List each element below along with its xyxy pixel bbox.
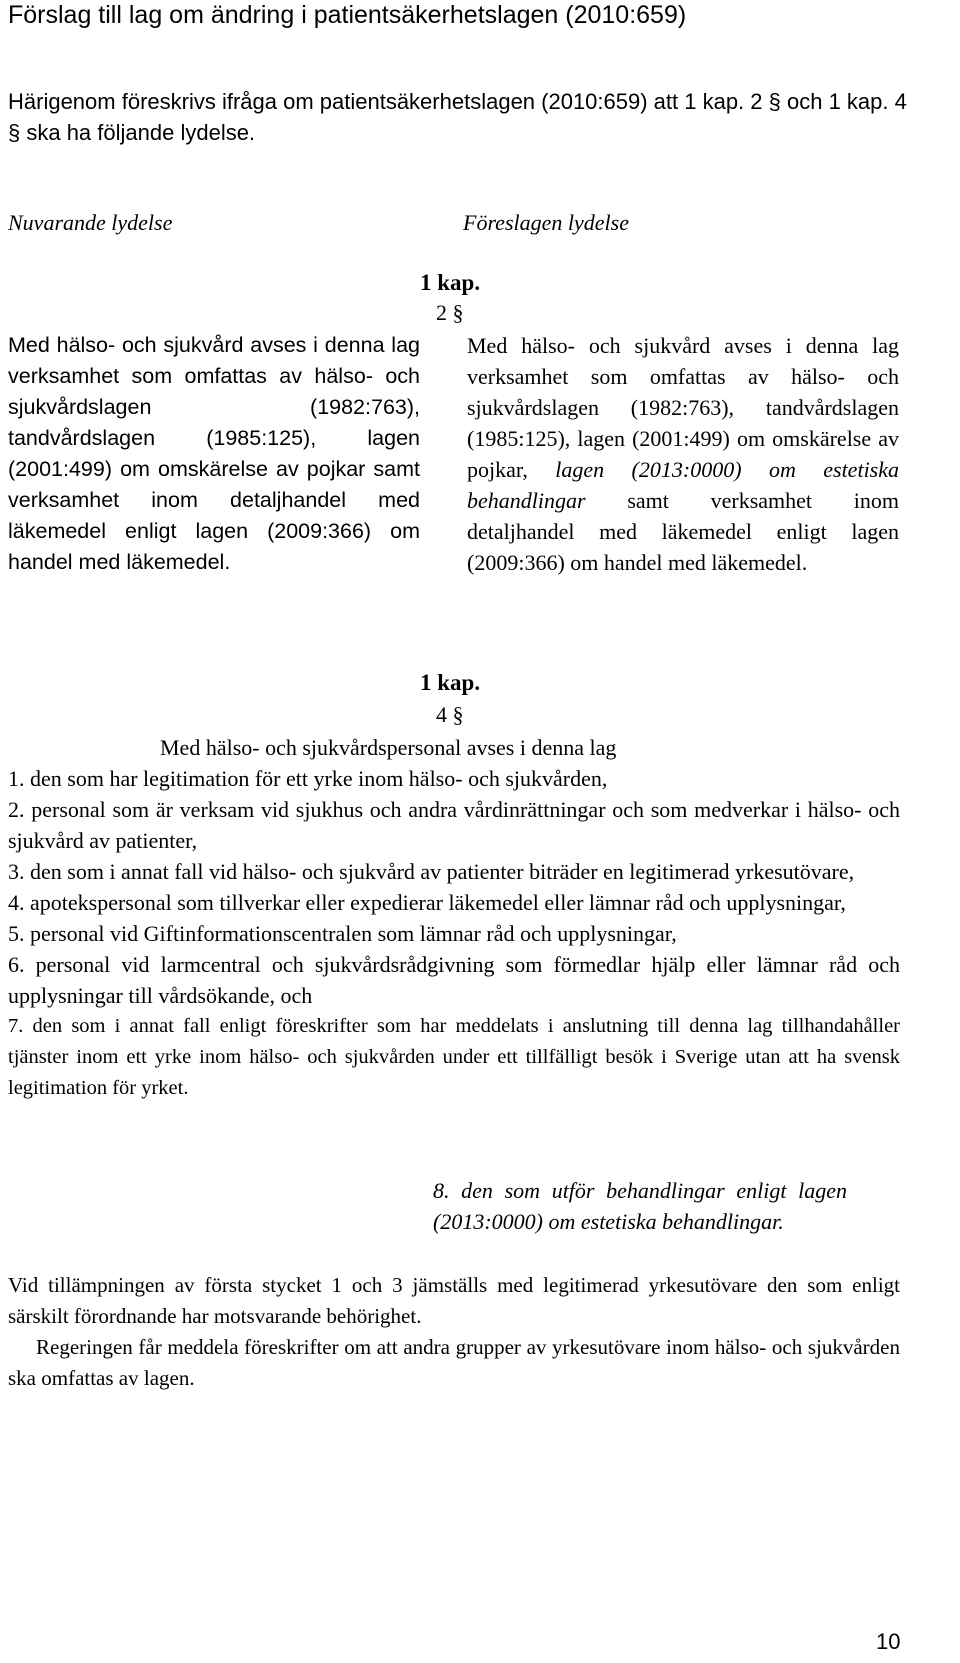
list-item-6: 6. personal vid larmcentral och sjukvårdsrådgivning som förmedlar hjälp eller lämnar råd och upplysningar till vårdsökande, och xyxy=(8,952,900,1008)
list-item-3: 3. den som i annat fall vid hälso- och sjukvård av patienter biträder en legitimerad yrkesutövare, xyxy=(8,859,855,884)
section-2-number: 2 § xyxy=(436,300,464,325)
section-2-current-text: Med hälso- och sjukvård avses i denna lag verksamhet som omfattas av hälso- och sjukvårdslagen (1982:763), tandvårdslagen (1985:125), lagen (2001:499) om omskärelse av pojkar samt verksamhet inom detaljhandel med läkemedel enligt lagen (2009:366) om handel med läkemedel. xyxy=(8,333,420,574)
list-item-8-new: 8. den som utför behandlingar enligt lagen (2013:0000) om estetiska behandlingar. xyxy=(433,1178,847,1234)
heading-proposed-wording: Föreslagen lydelse xyxy=(463,210,629,235)
intro-paragraph: Härigenom föreskrivs ifråga om patientsäkerhetslagen (2010:659) att 1 kap. 2 § och 1 kap. 4 § ska ha följande lydelse. xyxy=(8,89,907,145)
list-item-4: 4. apotekspersonal som tillverkar eller expedierar läkemedel eller lämnar råd och upplysningar, xyxy=(8,890,846,915)
list-item-5: 5. personal vid Giftinformationscentralen som lämnar råd och upplysningar, xyxy=(8,921,677,946)
section-2-proposed-text xyxy=(467,330,899,578)
section-4-lead: Med hälso- och sjukvårdspersonal avses i denna lag xyxy=(160,735,617,760)
page-number: 10 xyxy=(876,1629,901,1654)
section-2-proposed-text-new: lagen (2013:0000) om estetiska behandlingar xyxy=(467,457,900,513)
heading-current-wording: Nuvarande lydelse xyxy=(8,210,173,235)
list-item-7: 7. den som i annat fall enligt föreskrifter som har meddelats i anslutning till denna lag tillhandahåller tjänster inom ett yrke inom hälso- och sjukvården under ett tillfälligt besök i Sverige utan att ha svensk legitimation för yrket. xyxy=(8,1015,900,1099)
document-title: Förslag till lag om ändring i patientsäkerhetslagen (2010:659) xyxy=(8,1,687,29)
section-4-paragraph-1: Vid tillämpningen av första stycket 1 och 3 jämställs med legitimerad yrkesutövare den som enligt särskilt förordnande har motsvarande behörighet. xyxy=(8,1273,900,1328)
section-2-proposed-text-before: Med hälso- och sjukvård avses i denna lag verksamhet som omfattas av hälso- och sjukvårdslagen (1982:763), tandvårdslagen (1985:125), lagen (2001:499) om omskärelse av pojkar, xyxy=(467,333,899,482)
section-2-chapter: 1 kap. xyxy=(420,270,481,295)
section-2-proposed-text-after: samt verksamhet inom detaljhandel med läkemedel enligt lagen (2009:366) om handel med läkemedel. xyxy=(467,488,899,575)
list-item-1: 1. den som har legitimation för ett yrke inom hälso- och sjukvården, xyxy=(8,766,608,791)
section-4-list xyxy=(8,763,900,1104)
list-item-2: 2. personal som är verksam vid sjukhus och andra vårdinrättningar och som medverkar i hälso- och sjukvård av patienter, xyxy=(8,797,900,853)
section-4-chapter: 1 kap. xyxy=(420,670,481,695)
section-4-paragraph-2: Regeringen får meddela föreskrifter om att andra grupper av yrkesutövare inom hälso- och sjukvården ska omfattas av lagen. xyxy=(8,1335,900,1390)
section-4-number: 4 § xyxy=(436,702,464,727)
